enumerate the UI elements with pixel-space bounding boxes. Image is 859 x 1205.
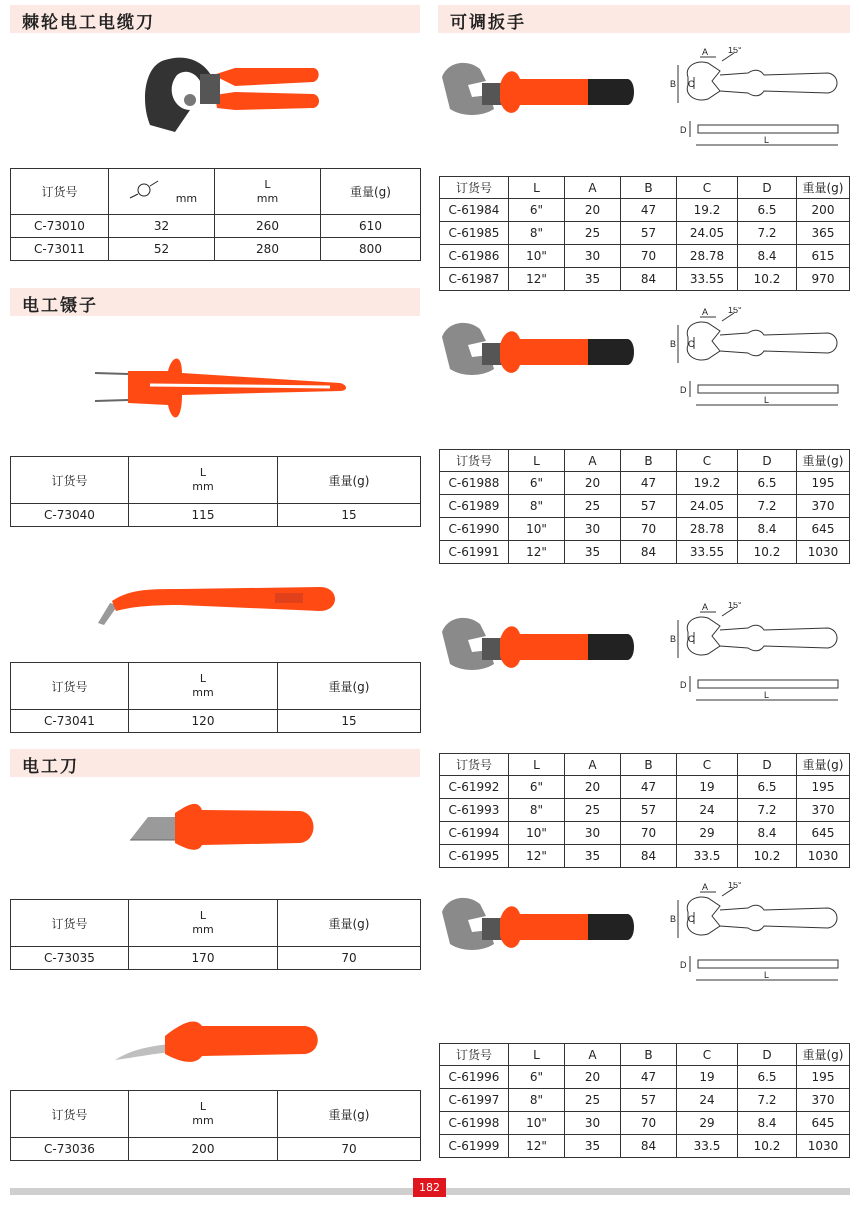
table-row: C-61997 8" 25 57 24 7.2 370 [440, 1089, 850, 1112]
wrench-header: L [509, 450, 565, 472]
diagram-label-B: B [670, 339, 677, 349]
wrench-header: 重量(g) [797, 177, 850, 199]
table-row: C-61992 6" 20 47 19 6.5 195 [440, 776, 850, 799]
tweezers-bent-image [90, 575, 350, 630]
table-row: C-61989 8" 25 57 24.05 7.2 370 [440, 495, 850, 518]
diagram-label-L: L [764, 970, 770, 980]
wrench-photo [438, 610, 658, 694]
table-row: C-61987 12" 35 84 33.55 10.2 970 [440, 268, 850, 291]
diagram-label-D: D [680, 680, 687, 690]
wrench-table [439, 753, 850, 868]
table-row: C-73040 115 15 [11, 504, 421, 527]
section-title: 可调扳手 [450, 13, 526, 33]
wrench-header: B [621, 450, 677, 472]
header-diameter [109, 169, 215, 215]
wrench-dimension-diagram [668, 602, 848, 716]
header-diameter-unit: mm [175, 192, 198, 205]
wrench-header: D [738, 450, 797, 472]
header-weight: 重量(g) [321, 169, 421, 215]
section-header-wrench [438, 5, 850, 33]
knife-image [120, 795, 320, 855]
wrench-header: B [621, 1044, 677, 1066]
wrench-header: 重量(g) [797, 450, 850, 472]
diagram-label-angle: 15° [728, 47, 742, 55]
wrench-dimension-diagram [668, 882, 848, 996]
table-row: C-61985 8" 25 57 24.05 7.2 365 [440, 222, 850, 245]
section-header-tweezers [10, 288, 420, 316]
knife-table-2: 订货号 L mm 重量(g) C-73036 200 70 [10, 1090, 421, 1161]
wrench-header: C [677, 754, 738, 776]
wrench-photo [438, 315, 658, 399]
tweezers-image [90, 345, 350, 435]
knife-table-1: 订货号 L mm 重量(g) C-73035 170 70 [10, 899, 421, 970]
wrench-photo [438, 55, 658, 139]
wrench-header: 订货号 [440, 450, 509, 472]
wrench-dimension-diagram [668, 307, 848, 421]
diagram-label-A: A [702, 47, 709, 57]
wrench-header: B [621, 177, 677, 199]
table-row: C-61986 10" 30 70 28.78 8.4 615 [440, 245, 850, 268]
tweezers-table-1: 订货号 L mm 重量(g) C-73040 115 15 [10, 456, 421, 527]
wrench-header: L [509, 754, 565, 776]
wrench-header: D [738, 1044, 797, 1066]
diagram-label-A: A [702, 602, 709, 612]
wrench-header: C [677, 1044, 738, 1066]
table-row: C-73035 170 70 [11, 947, 421, 970]
wrench-header: L [509, 1044, 565, 1066]
wrench-header: C [677, 177, 738, 199]
table-row: C-61994 10" 30 70 29 8.4 645 [440, 822, 850, 845]
wrench-table [439, 449, 850, 564]
diagram-label-D: D [680, 960, 687, 970]
diagram-label-D: D [680, 125, 687, 135]
table-row: C-61999 12" 35 84 33.5 10.2 1030 [440, 1135, 850, 1158]
wrench-header: A [565, 1044, 621, 1066]
table-row: C-73041 120 15 [11, 710, 421, 733]
diagram-label-B: B [670, 914, 677, 924]
wrench-header: 订货号 [440, 1044, 509, 1066]
table-row: C-61990 10" 30 70 28.78 8.4 645 [440, 518, 850, 541]
wrench-table [439, 1043, 850, 1158]
diameter-icon [126, 191, 176, 205]
wrench-photo [438, 890, 658, 974]
wrench-header: A [565, 754, 621, 776]
table-row: C-61995 12" 35 84 33.5 10.2 1030 [440, 845, 850, 868]
section-title: 棘轮电工电缆刀 [22, 13, 155, 33]
cable-cutter-table [10, 168, 421, 261]
header-order-no: 订货号 [11, 169, 109, 215]
wrench-header: 重量(g) [797, 1044, 850, 1066]
diagram-label-L: L [764, 395, 770, 405]
page-number: 182 [413, 1178, 446, 1197]
wrench-header: A [565, 177, 621, 199]
wrench-table [439, 176, 850, 291]
wrench-header: 订货号 [440, 177, 509, 199]
wrench-header: A [565, 450, 621, 472]
wrench-header: B [621, 754, 677, 776]
diagram-label-A: A [702, 882, 709, 892]
wrench-header: D [738, 177, 797, 199]
diagram-label-L: L [764, 135, 770, 145]
tweezers-table-2: 订货号 L mm 重量(g) C-73041 120 15 [10, 662, 421, 733]
table-row: C-61996 6" 20 47 19 6.5 195 [440, 1066, 850, 1089]
wrench-header: C [677, 450, 738, 472]
table-row: C-61991 12" 35 84 33.55 10.2 1030 [440, 541, 850, 564]
wrench-dimension-diagram [668, 47, 848, 161]
diagram-label-angle: 15° [728, 882, 742, 890]
diagram-label-B: B [670, 79, 677, 89]
diagram-label-B: B [670, 634, 677, 644]
section-title: 电工镊子 [22, 296, 98, 316]
diagram-label-C: C [688, 79, 695, 89]
diagram-label-A: A [702, 307, 709, 317]
diagram-label-angle: 15° [728, 307, 742, 315]
wrench-header: D [738, 754, 797, 776]
cable-cutter-image [135, 40, 335, 145]
table-row: C-61993 8" 25 57 24 7.2 370 [440, 799, 850, 822]
wrench-header: 订货号 [440, 754, 509, 776]
wrench-header: 重量(g) [797, 754, 850, 776]
diagram-label-L: L [764, 690, 770, 700]
table-row: C-61984 6" 20 47 19.2 6.5 200 [440, 199, 850, 222]
diagram-label-C: C [688, 339, 695, 349]
table-row: C-73036 200 70 [11, 1138, 421, 1161]
table-row: C-73011 52 280 800 [11, 238, 421, 261]
diagram-label-C: C [688, 634, 695, 644]
header-length: L mm [215, 169, 321, 215]
diagram-label-C: C [688, 914, 695, 924]
diagram-label-angle: 15° [728, 602, 742, 610]
table-row: C-61988 6" 20 47 19.2 6.5 195 [440, 472, 850, 495]
table-row: C-61998 10" 30 70 29 8.4 645 [440, 1112, 850, 1135]
diagram-label-D: D [680, 385, 687, 395]
section-header-cable-cutter [10, 5, 420, 33]
table-row: C-73010 32 260 610 [11, 215, 421, 238]
knife-hook-image [110, 1010, 325, 1070]
section-header-knife [10, 749, 420, 777]
section-title: 电工刀 [22, 757, 79, 777]
wrench-header: L [509, 177, 565, 199]
